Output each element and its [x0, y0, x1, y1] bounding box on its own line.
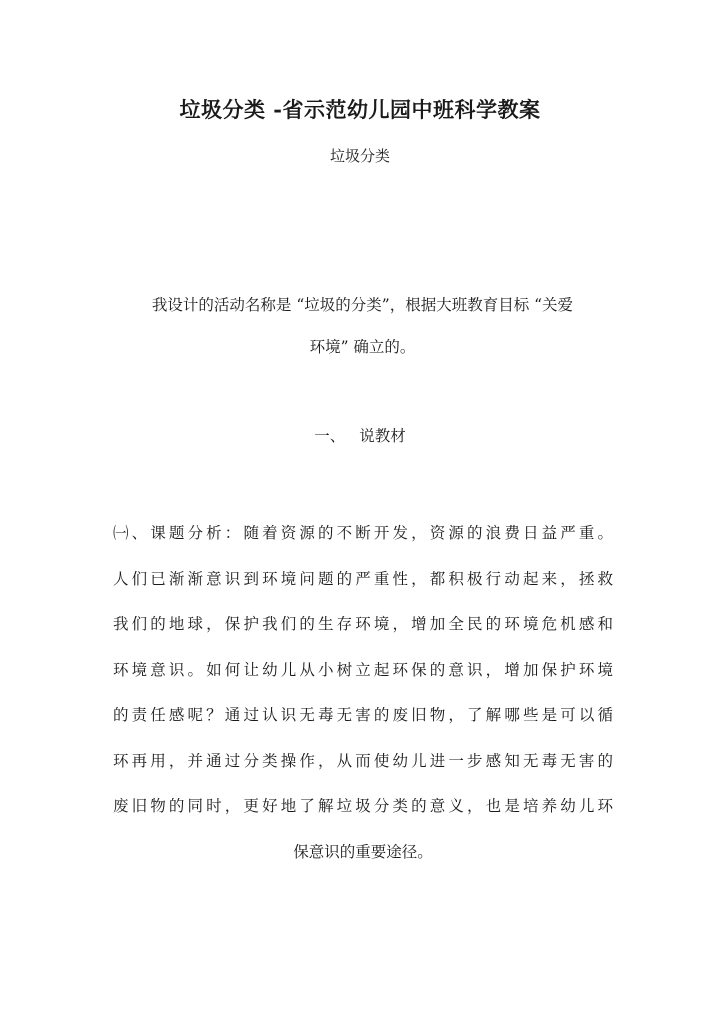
- section-label: 说教材: [359, 427, 406, 445]
- intro-line: 环境” 确立的。: [309, 338, 416, 356]
- paragraph-line: 废旧物的同时，更好地了解垃圾分类的意义，也是培养幼儿环: [113, 797, 613, 815]
- paragraph-line: 环境意识。如何让幼儿从小树立起环保的意识，增加保护环境: [113, 660, 613, 679]
- section-heading: [0, 424, 720, 446]
- document-subtitle: 垃圾分类: [329, 147, 390, 165]
- intro-line: 我设计的活动名称是 “垃圾的分类”，根据大班教育目标 “关爱: [151, 296, 574, 314]
- intro-paragraph: [110, 284, 615, 368]
- paragraph-line: 环再用，并通过分类操作，从而使幼儿进一步感知无毒无害的: [113, 751, 613, 770]
- section-number: 一、: [314, 427, 346, 445]
- body-paragraph: [113, 511, 613, 875]
- paragraph-line: 人们已渐渐意识到环境问题的严重性，都积极行动起来，拯救: [113, 569, 613, 588]
- paragraph-line: 我们的地球，保护我们的生存环境，增加全民的环境危机感和: [113, 615, 613, 633]
- document-title: 垃圾分类 -省示范幼儿园中班科学教案: [179, 97, 541, 122]
- paragraph-line: 保意识的重要途径。: [293, 842, 433, 861]
- paragraph-line: ㈠、课题分析：随着资源的不断开发，资源的浪费日益严重。: [113, 524, 613, 542]
- paragraph-line: 的责任感呢？通过认识无毒无害的废旧物，了解哪些是可以循: [113, 706, 613, 724]
